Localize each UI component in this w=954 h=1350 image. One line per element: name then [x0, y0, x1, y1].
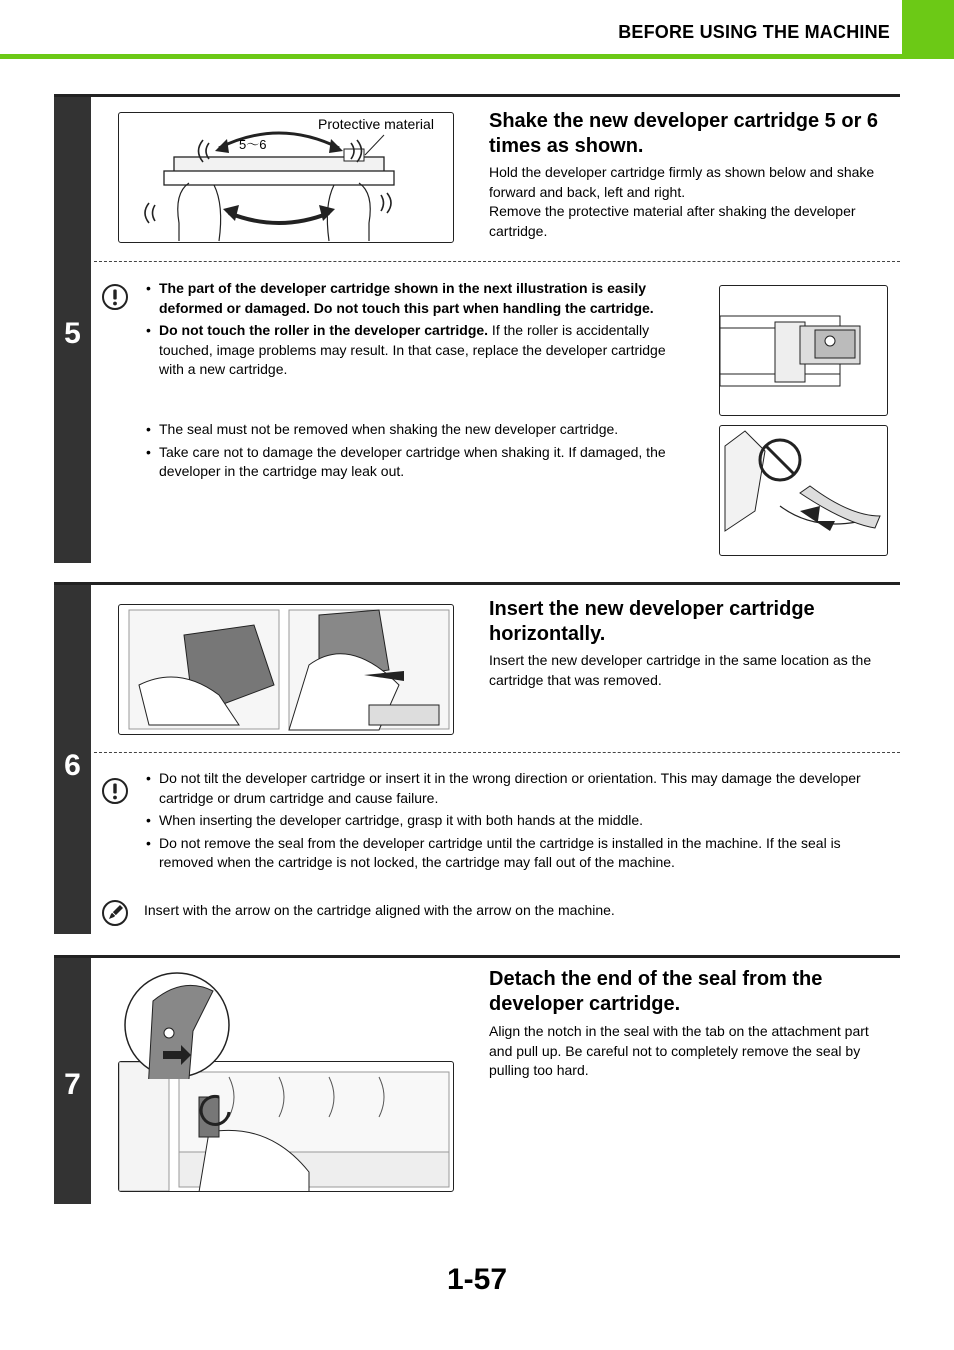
step-number-bar: [54, 958, 91, 1204]
shake-count-label: 5～6: [239, 137, 267, 152]
caution-item: [146, 279, 686, 318]
caution-item: [146, 321, 686, 380]
roller-warning-illustration: [719, 425, 888, 556]
shake-cartridge-drawing: [119, 113, 453, 242]
step-description: Align the notch in the seal with the tab on the attachment part and pull up. Be careful not to completely remove the seal by pulling too hard.: [489, 1023, 869, 1078]
header-accent-block: [902, 0, 954, 54]
list-item: • Do not tilt the developer cartridge or insert it in the wrong direction or orientation. This may damage the developer cartridge or drum cartridge and cause failure.: [146, 769, 886, 808]
list-item: • Take care not to damage the developer cartridge when shaking it. If damaged, the developer in the cartridge may leak out.: [146, 443, 686, 482]
exclamation-circle-icon: [101, 777, 129, 805]
caution-list: [146, 769, 886, 876]
seal-machine-drawing: [119, 1062, 453, 1191]
step-number-bar: [54, 585, 91, 934]
extra-notes-list: [146, 420, 686, 485]
step-number: 7: [64, 1068, 81, 1101]
page-number: 1-57: [446, 1263, 508, 1296]
step-title: Insert the new developer cartridge horizontally.: [489, 598, 815, 645]
seal-detail-magnifier: [123, 971, 231, 1079]
insert-illustration: [118, 604, 454, 735]
section-divider: [94, 752, 900, 753]
caution-list: [146, 279, 686, 383]
list-item: • When inserting the developer cartridge, grasp it with both hands at the middle.: [146, 811, 886, 831]
caution-text: If the roller is accidentally touched, image problems may result. In that case, replace the developer cartridge with a new cartridge.: [159, 322, 666, 377]
section-divider: [94, 261, 900, 262]
header-accent-line: [0, 54, 954, 59]
cartridge-part-illustration: [719, 285, 888, 416]
exclamation-circle-icon: [101, 283, 129, 311]
list-item: • The seal must not be removed when shaking the new developer cartridge.: [146, 420, 686, 440]
step-number: 6: [64, 749, 81, 782]
caution-bold-text: Do not touch the roller in the developer cartridge.: [159, 322, 489, 338]
section-title: BEFORE USING THE MACHINE: [618, 22, 890, 42]
insert-cartridge-drawing: [119, 605, 453, 734]
pencil-icon: [101, 899, 129, 927]
note-text: Insert with the arrow on the cartridge aligned with the arrow on the machine.: [144, 902, 615, 918]
protective-material-label: Protective material: [318, 116, 434, 132]
step-title: Shake the new developer cartridge 5 or 6 times as shown.: [489, 110, 879, 157]
cartridge-part-drawing: [720, 286, 887, 415]
step-number: 5: [64, 317, 81, 350]
list-item: • Do not remove the seal from the developer cartridge until the cartridge is installed in the machine. If the seal is removed when the cartridge is not locked, the cartridge may fall out of the machine.: [146, 834, 886, 873]
step-7: [54, 955, 900, 1204]
seal-detail-drawing: [123, 971, 231, 1079]
step-number-bar: [54, 97, 91, 563]
step-6: [54, 582, 900, 934]
shake-illustration: [118, 112, 454, 243]
step-description: Insert the new developer cartridge in the same location as the cartridge that was removed.: [489, 652, 872, 688]
caution-bold-text: The part of the developer cartridge shown in the next illustration is easily deformed or damaged. Do not touch this part when handling the cartridge.: [159, 280, 654, 316]
step-5: [54, 94, 900, 563]
roller-warning-drawing: [720, 426, 887, 555]
step-description: Hold the developer cartridge firmly as shown below and shake forward and back, left and right. Remove the protective material after shaking the developer cartridge.: [489, 164, 875, 239]
seal-machine-illustration: [118, 1061, 454, 1192]
step-title: Detach the end of the seal from the developer cartridge.: [489, 968, 823, 1015]
